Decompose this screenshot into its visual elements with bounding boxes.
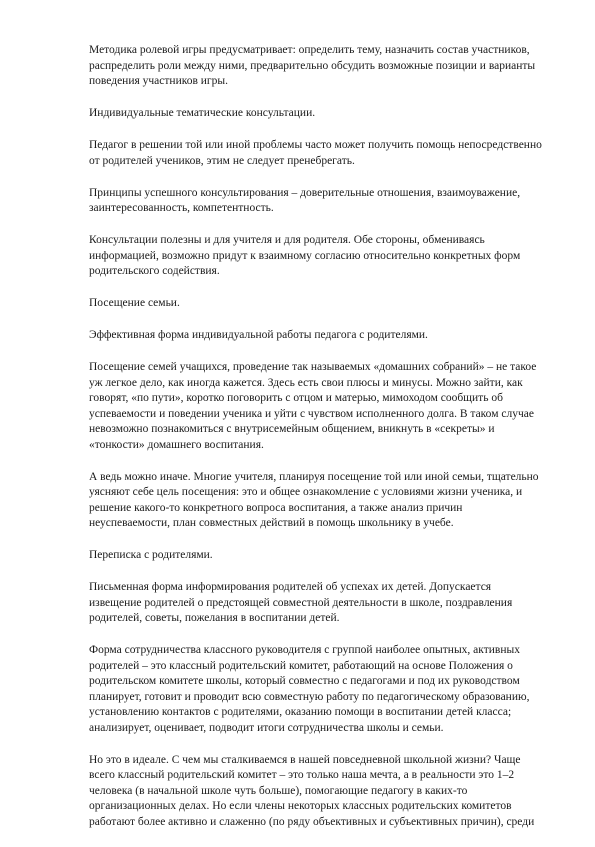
text-line: Но это в идеале. С чем мы сталкиваемся в нашей повседневной школьной жизни? Чаще xyxy=(89,753,521,766)
text-line: планирует, готовит и проводит всю совместную работу по педагогическому образованию, xyxy=(89,690,530,703)
text-line: информацией, возможно придут к взаимному согласию относительно конкретных форм xyxy=(89,249,521,262)
text-line: успеваемости и поведении ученика и уйти с чувством исполненного долга. В таком случае xyxy=(89,407,534,420)
text-line: неуспеваемости, план совместных действий в помощь школьнику в учебе. xyxy=(89,517,454,529)
paragraph xyxy=(89,296,535,312)
text-line: всего классный родительский комитет – это только наша мечта, а в реальности это 1–2 xyxy=(89,769,515,781)
text-line: извещение родителей о предстоящей совместной деятельности в школе, поздравления xyxy=(89,596,513,609)
document-body xyxy=(89,43,542,847)
paragraph xyxy=(89,470,539,532)
text-line: распределить роли между ними, предварительно обсудить возможные позиции и варианты xyxy=(89,59,536,72)
text-line: установлению контактов с родителями, оказанию помощи в воспитании детей класса; xyxy=(89,706,512,718)
text-line: невозможно познакомиться с внутрисемейным общением, вникнуть в «секреты» и xyxy=(89,423,495,435)
text-line: поведения участников игры. xyxy=(89,75,229,87)
text-line: заинтересованность, компетентность. xyxy=(89,202,274,214)
text-line: Письменная форма информирования родителей об успехах их детей. Допускается xyxy=(89,581,492,593)
text-line: человека (в начальной школе чуть больше), помогающие педагогу в каких-то xyxy=(89,784,468,797)
text-line: анализирует, оценивает, подводит итоги сотрудничества школы и семьи. xyxy=(89,721,444,734)
paragraph xyxy=(89,43,535,90)
text-line: родителей – это классный родительский комитет, работающий на основе Положения о xyxy=(89,659,513,672)
text-line: родителей, советы, пожелания в воспитании детей. xyxy=(89,612,340,624)
text-line: Эффективная форма индивидуальной работы педагога с родителями. xyxy=(89,329,428,341)
paragraph xyxy=(89,753,535,831)
paragraph xyxy=(89,328,535,344)
text-line: от родителей учеников, этим не следует пренебрегать. xyxy=(89,154,355,167)
text-line: Принципы успешного консультирования – доверительные отношения, взаимоуважение, xyxy=(89,186,521,199)
text-line: «тонкости» домашнего воспитания. xyxy=(89,438,264,451)
paragraph xyxy=(89,580,535,627)
text-line: Педагог в решении той или иной проблемы часто может получить помощь непосредственно xyxy=(89,139,542,151)
text-line: Форма сотрудничества классного руководителя с группой наиболее опытных, активных xyxy=(89,644,520,656)
text-line: А ведь можно иначе. Многие учителя, планируя посещение той или иной семьи, тщательно xyxy=(89,470,539,483)
text-line: Посещение семьи. xyxy=(89,297,180,309)
paragraph xyxy=(89,548,535,564)
paragraph xyxy=(89,360,535,453)
text-line: работают более активно и слаженно (по ряду объективных и субъективных причин), среди xyxy=(89,815,535,828)
text-line: решение какого-то конкретного вопроса воспитания, а также анализ причин xyxy=(89,501,463,514)
paragraph xyxy=(89,643,535,736)
text-line: уясняют себе цель посещения: это и общее ознакомление с условиями жизни ученика, и xyxy=(89,486,523,498)
text-line: уж легкое дело, как иногда кажется. Здесь есть свои плюсы и минусы. Можно зайти, как xyxy=(89,376,523,389)
text-line: Методика ролевой игры предусматривает: определить тему, назначить состав участников, xyxy=(89,44,530,56)
paragraph xyxy=(89,138,542,169)
text-line: организационных делах. Но если члены некоторых классных родительских комитетов xyxy=(89,800,512,812)
text-line: Посещение семей учащихся, проведение так называемых «домашних собраний» – не такое xyxy=(89,361,537,373)
text-line: Переписка с родителями. xyxy=(89,549,213,561)
text-line: Консультации полезны и для учителя и для родителя. Обе стороны, обмениваясь xyxy=(89,234,485,246)
paragraph xyxy=(89,186,535,217)
text-line: родительского содействия. xyxy=(89,265,220,277)
text-line: говорят, «по пути», коротко поговорить с отцом и матерью, мимоходом сообщить об xyxy=(89,392,503,404)
paragraph xyxy=(89,106,535,122)
text-line: родительском комитете школы, который совместно с педагогами и под их руководством xyxy=(89,675,520,687)
text-line: Индивидуальные тематические консультации. xyxy=(89,107,316,119)
paragraph xyxy=(89,233,535,280)
